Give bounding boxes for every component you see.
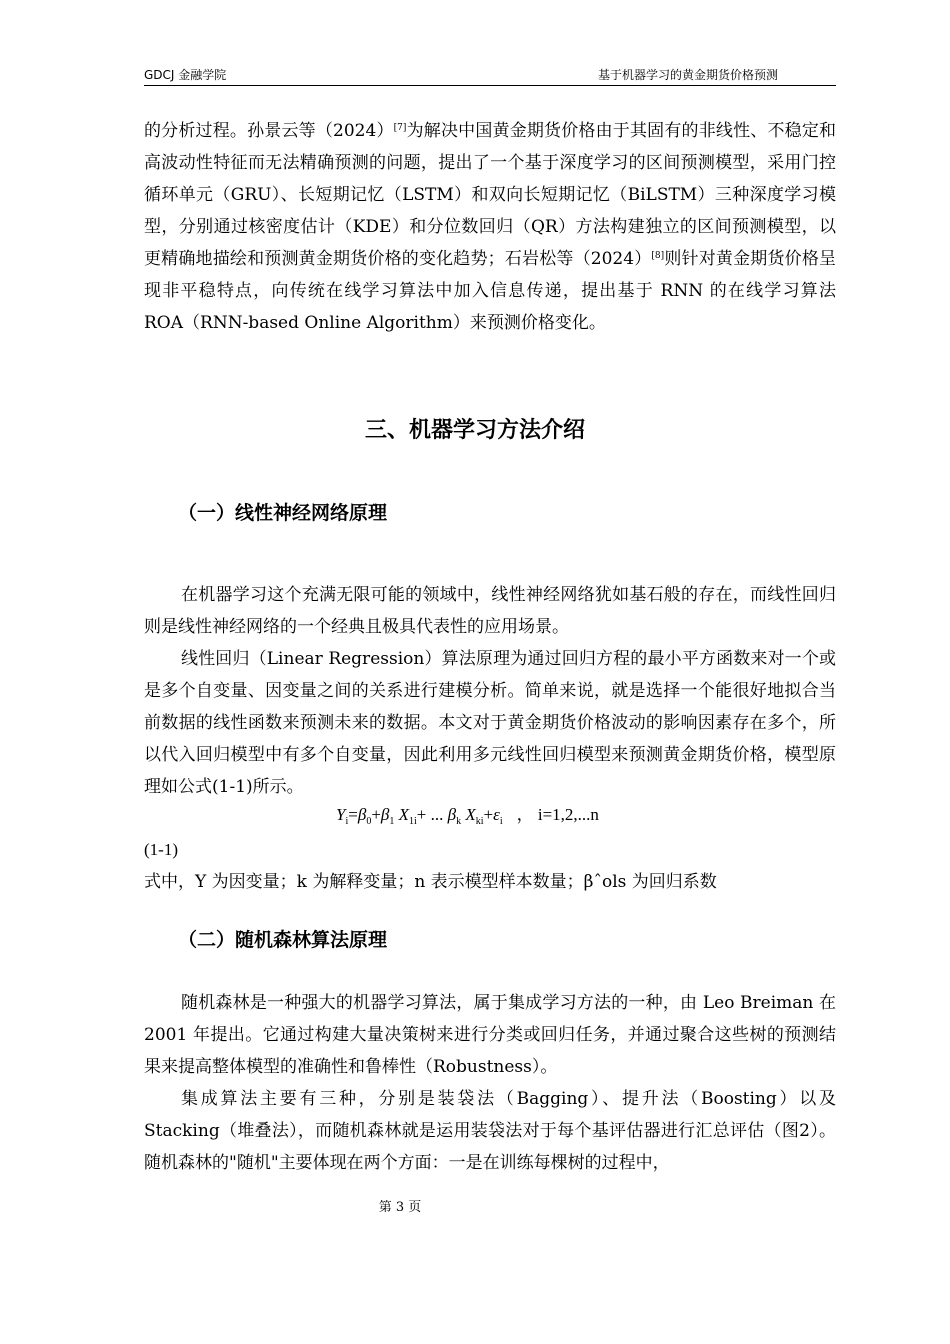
formula-betak: β: [447, 805, 457, 824]
para1-text-1: 的分析过程。孙景云等（2024）: [144, 121, 394, 141]
formula-xk: X: [465, 805, 476, 824]
formula-y-sub: i: [345, 816, 349, 827]
citation-7[interactable]: [7]: [393, 123, 407, 133]
formula-x1: X: [398, 805, 410, 824]
formula-dots: + ...: [416, 805, 448, 824]
formula-xk-sub: ki: [475, 816, 484, 827]
paragraph-linear-regression: 线性回归（Linear Regression）算法原理为通过回归方程的最小平方函数来对一个或是多个自变量、因变量之间的关系进行建模分析。简单来说，就是选择一个能很好地拟合当前数据的线性函数来预测未来的数据。本文对于黄金期货价格波动的影响因素存在多个，所以代入回归模型中有多个自变量，因此利用多元线性回归模型来预测黄金期货价格，模型原理如公式(1-1)所示。: [144, 649, 836, 797]
formula-beta0: β: [357, 805, 367, 824]
paragraph-linear-intro: 在机器学习这个充满无限可能的领域中，线性神经网络犹如基石般的存在，而线性回归则是线性神经网络的一个经典且极具代表性的应用场景。: [144, 585, 836, 637]
formula-equals: =: [348, 805, 358, 824]
paragraph-ensemble-methods: 集成算法主要有三种，分别是装袋法（Bagging）、提升法（Boosting）以及 Stacking（堆叠法），而随机森林就是运用装袋法对于每个基评估器进行汇总评估（图2）。随机森林的"随机"主要体现在两个方面：一是在训练每棵树的过程中，: [144, 1089, 836, 1173]
paragraph-literature: [144, 115, 836, 339]
page-number: 第 3 页: [378, 1200, 422, 1215]
header-title: 基于机器学习的黄金期货价格预测: [597, 68, 778, 82]
formula-plus-1: +: [371, 805, 381, 824]
section-title: 三、机器学习方法介绍: [364, 418, 585, 443]
formula-x1-sub: 1i: [409, 816, 417, 827]
formula-beta1: β: [380, 805, 390, 824]
subsection-title-linear: （一）线性神经网络原理: [178, 502, 388, 524]
para1-text-2: 为解决中国黄金期货价格由于其固有的非线性、不稳定和高波动性特征而无法精确预测的问题，提出了一个基于深度学习的区间预测模型，采用门控循环单元（GRU）、长短期记忆（LSTM）和双向长短期记忆（BiLSTM）三种深度学习模型，分别通过核密度估计（KDE）和分位数回归（QR）方法构建独立的区间预测模型，以更精确地描绘和预测黄金期货价格的变化趋势；石岩松等（2024）: [144, 121, 837, 269]
subsection-title-random-forest: （二）随机森林算法原理: [178, 929, 388, 951]
formula-number: (1-1): [144, 840, 178, 859]
formula-beta0-sub: 0: [366, 816, 372, 827]
formula-explanation: 式中，Y 为因变量；k 为解释变量；n 表示模型样本数量；βˆols 为回归系数: [144, 872, 717, 892]
formula-betak-sub: k: [456, 816, 462, 827]
paragraph-random-forest-intro: 随机森林是一种强大的机器学习算法，属于集成学习方法的一种，由 Leo Breiman 在 2001 年提出。它通过构建大量决策树来进行分类或回归任务，并通过聚合这些树的预测结果来提高整体模型的准确性和鲁棒性（Robustness）。: [144, 993, 836, 1077]
formula-y: Y: [336, 805, 346, 824]
page-header: [144, 66, 836, 86]
formula-beta1-sub: 1: [389, 816, 395, 827]
regression-formula: [336, 800, 599, 830]
formula-epsilon-sub: i: [499, 816, 503, 827]
formula-epsilon: ε: [493, 805, 500, 824]
citation-8[interactable]: [8]: [651, 251, 665, 261]
formula-index-range: ， i=1,2,...n: [516, 805, 599, 824]
formula-plus-2: +: [483, 805, 494, 824]
para1-text-3: 则针对黄金期货价格呈现非平稳特点，向传统在线学习算法中加入信息传递，提出基于 RNN 的在线学习算法 ROA（RNN-based Online Algorithm）来预测价格变化。: [144, 249, 837, 333]
header-institution: GDCJ 金融学院: [144, 68, 227, 82]
